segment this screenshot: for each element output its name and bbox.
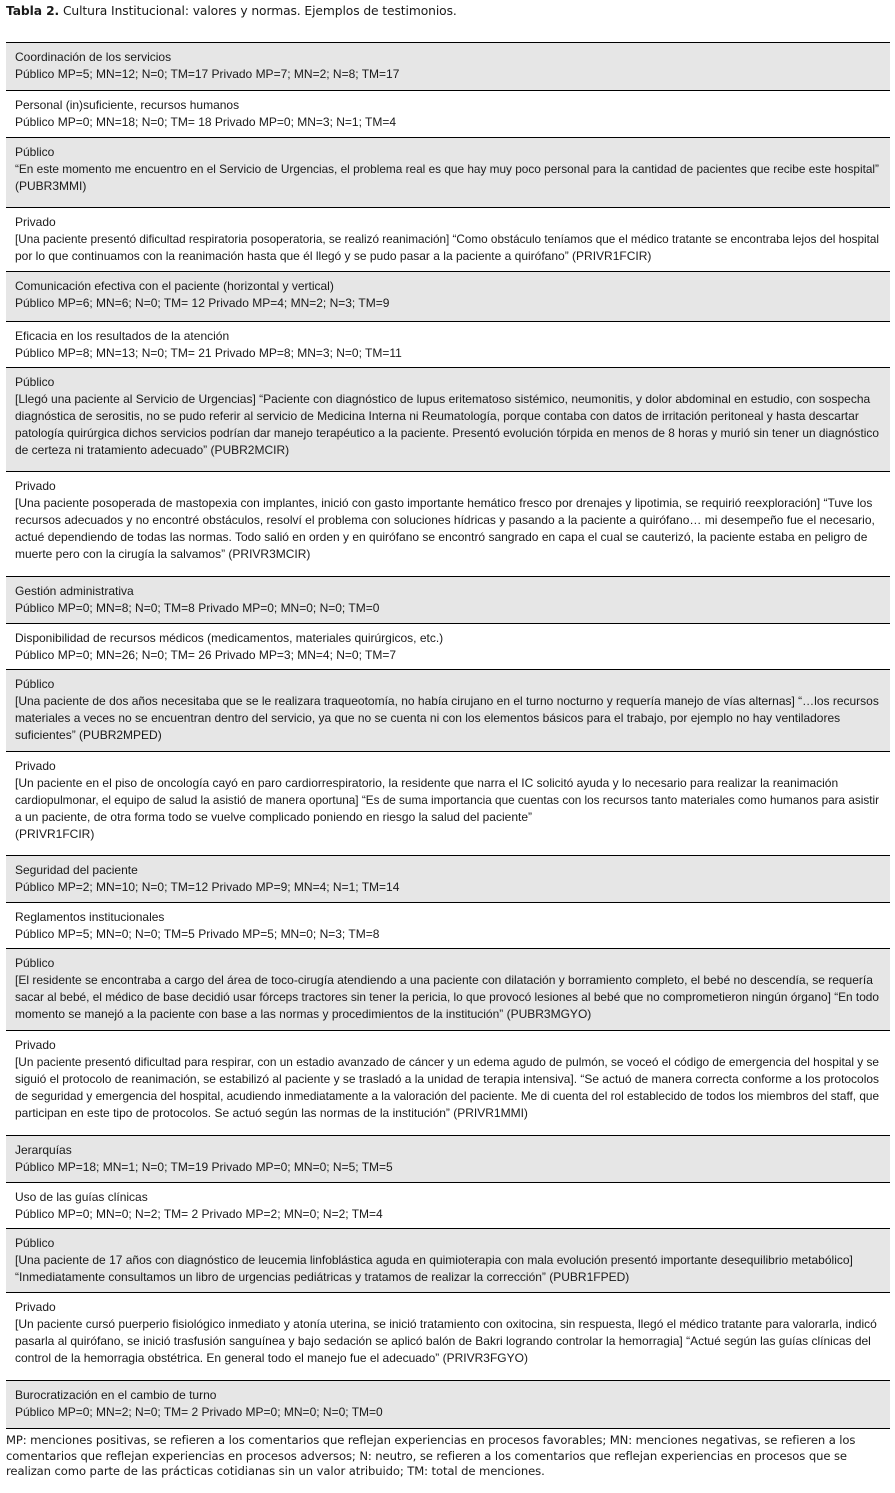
table-row — [6, 137, 890, 207]
row-heading: Eficacia en los resultados de la atención — [15, 329, 230, 343]
row-text-line: Público MP=0; MN=8; N=0; TM=8 Privado MP=0; MN=0; N=0; TM=0 — [15, 601, 380, 616]
row-text-line: diagnóstica de serositis, no se pudo referir al servicio de Medicina Interna ni Reumatología, porque contaba con datos de irritación peritoneal y hasta descartar — [15, 409, 859, 424]
table-caption-text: Cultura Institucional: valores y normas. Ejemplos de testimonios. — [62, 4, 457, 18]
row-text-line: sacar al bebé, el médico de base decidió usar fórceps tractores sin tener la pericia, lo que provocó lesiones al bebé que no comprometieron ningún órgano] “En todo — [15, 990, 880, 1005]
table-row — [6, 669, 890, 751]
table-row — [6, 271, 890, 321]
table-row — [6, 1182, 890, 1228]
table-row — [6, 902, 890, 948]
row-text-line: de seguridad y emergencia del hospital, acudiendo inmediatamente a la valoración del paciente. Me di cuenta del rol establecido de todos los miembros del staff, que — [15, 1089, 879, 1104]
row-text-line: [El residente se encontraba a cargo del área de toco-cirugía atendiendo a una paciente con dilatación y borramiento completo, el bebé no descendía, se requería — [15, 973, 873, 988]
table-row — [6, 90, 890, 137]
row-text-line: [Un paciente en el piso de oncología cayó en paro cardiorrespiratorio, la residente que narra el IC solicitó ayuda y lo necesario para realizar la reanimación — [15, 776, 839, 791]
row-text-line: Público MP=8; MN=13; N=0; TM= 21 Privado MP=8; MN=3; N=0; TM=11 — [15, 346, 402, 361]
table-row — [6, 43, 890, 90]
table-row — [6, 751, 890, 855]
row-text-line: Público MP=5; MN=0; N=0; TM=5 Privado MP=5; MN=0; N=3; TM=8 — [15, 927, 380, 942]
row-heading: Público — [15, 145, 55, 159]
row-text-line: “En este momento me encuentro en el Servicio de Urgencias, el problema real es que hay muy poco personal para la cantidad de pacientes que recibe este hospital” — [15, 162, 879, 177]
row-text-line: actué dependiendo de todas las normas. Todo salió en orden y en quirófano se encontró sangrado en capa el cual se cauterizó, la paciente estaba en peligro de — [15, 530, 868, 545]
table-row — [6, 367, 890, 471]
table-caption — [6, 4, 457, 18]
table-row — [6, 1380, 890, 1428]
table-row — [6, 207, 890, 271]
row-text-line: cardiopulmonar, el equipo de salud la asistió de manera oportuna] “Es de suma importancia que cuentas con los recursos tanto materiales como humanos para asistir — [15, 793, 880, 808]
row-text-line: participan en este tipo de protocolos. Se actuó según las normas de la institución” (PRIVR1MMI) — [15, 1106, 528, 1121]
row-heading: Jerarquías — [15, 1143, 72, 1157]
row-text-line: a un paciente, de otra forma todo se vuelve complicado poniendo en riesgo la salud del paciente” — [15, 810, 533, 825]
row-text-line: Público MP=2; MN=10; N=0; TM=12 Privado MP=9; MN=4; N=1; TM=14 — [15, 880, 400, 895]
row-text-line: por lo que continuamos con la reanimación hasta que él llegó y se pudo pasar a la paciente a quirófano” (PRIVR1FCIR) — [15, 249, 652, 264]
row-text-line: patología quirúrgica dichos servicios podrían dar manejo terapéutico a la paciente. Presentó evolución tórpida en menos de 8 horas y murió sin tener un diagnóstico — [15, 426, 879, 441]
row-text-line: “Inmediatamente consultamos un libro de urgencias pediátricas y tratamos de realizar la corrección” (PUBR1FPED) — [15, 1270, 630, 1285]
row-heading: Reglamentos institucionales — [15, 910, 165, 924]
row-text-line: [Un paciente presentó dificultad para respirar, con un estadio avanzado de cáncer y un edema agudo de pulmón, se voceó el código de emergencia del hospital y se — [15, 1055, 880, 1070]
table-row — [6, 1135, 890, 1182]
row-text-line: de certeza ni tratamiento adecuado” (PUBR2MCIR) — [15, 443, 290, 458]
row-heading: Gestión administrativa — [15, 584, 134, 598]
row-heading: Público — [15, 1236, 55, 1250]
row-heading: Seguridad del paciente — [15, 863, 138, 877]
row-text-line: siguió el protocolo de reanimación, se estabilizó al paciente y se trasladó a la unidad de terapia intensiva]. “Se actuó de manera correcta conforme a los protocolos — [15, 1072, 879, 1087]
row-text-line: [Una paciente posoperada de mastopexia con implantes, inició con gasto importante hemático fresco por drenajes y lipotimia, se requirió reexploración] “Tuve los — [15, 496, 873, 511]
row-heading: Uso de las guías clínicas — [15, 1190, 148, 1204]
row-text-line: (PUBR3MMI) — [15, 179, 87, 194]
row-heading: Comunicación efectiva con el paciente (horizontal y vertical) — [15, 279, 334, 293]
row-heading: Público — [15, 956, 55, 970]
table-row — [6, 576, 890, 623]
table-row — [6, 1228, 890, 1292]
row-text-line: Público MP=0; MN=26; N=0; TM= 26 Privado MP=3; MN=4; N=0; TM=7 — [15, 648, 397, 663]
table-row — [6, 855, 890, 902]
table-row — [6, 1292, 890, 1380]
row-heading: Privado — [15, 215, 56, 229]
row-text-line: materiales a veces no se encuentran dentro del servicio, ya que no se cuenta ni con los elementos básicos para el trabajo, por ejemplo no hay ventiladores — [15, 711, 841, 726]
row-text-line: control de la hemorragia obstétrica. En general todo el manejo fue el adecuado” (PRIVR3FGYO) — [15, 1351, 528, 1366]
table-caption-label: Tabla 2. — [6, 4, 60, 18]
row-text-line: Público MP=0; MN=0; N=2; TM= 2 Privado MP=2; MN=0; N=2; TM=4 — [15, 1207, 383, 1222]
row-text-line: [Una paciente presentó dificultad respiratoria posoperatoria, se realizó reanimación] “Como obstáculo teníamos que el médico tratante se encontraba lejos del hospital — [15, 232, 880, 247]
row-heading: Público — [15, 677, 55, 691]
row-heading: Personal (in)suficiente, recursos humanos — [15, 98, 240, 112]
row-heading: Público — [15, 375, 55, 389]
row-text-line: Público MP=18; MN=1; N=0; TM=19 Privado MP=0; MN=0; N=5; TM=5 — [15, 1160, 393, 1175]
row-heading: Privado — [15, 1300, 56, 1314]
table-row — [6, 471, 890, 576]
row-text-line: (PRIVR1FCIR) — [15, 827, 95, 842]
row-heading: Privado — [15, 1038, 56, 1052]
row-text-line: pasarla al quirófano, se inició trasfusión sanguínea y bajo sedación se aplicó balón de Bakri logrando controlar la hemorragia] “Actué según las guías clínicas del — [15, 1334, 871, 1349]
row-heading: Disponibilidad de recursos médicos (medicamentos, materiales quirúrgicos, etc.) — [15, 631, 444, 645]
table-row — [6, 948, 890, 1030]
testimonies-table — [6, 42, 890, 1429]
row-heading: Privado — [15, 759, 56, 773]
row-text-line: muerte pero con la cirugía la salvamos” (PRIVR3MCIR) — [15, 547, 311, 562]
table-row — [6, 623, 890, 669]
row-text-line: [Una paciente de dos años necesitaba que se le realizara traqueotomía, no había cirujano en el turno nocturno y requería manejo de vías alternas] “…los recursos — [15, 694, 879, 709]
row-text-line: Público MP=5; MN=12; N=0; TM=17 Privado MP=7; MN=2; N=8; TM=17 — [15, 67, 400, 82]
row-heading: Coordinación de los servicios — [15, 50, 172, 64]
row-text-line: [Un paciente cursó puerperio fisiológico inmediato y atonía uterina, se inició tratamiento con oxitocina, sin respuesta, llegó el médico tratante para valorarla, indicó — [15, 1317, 877, 1332]
row-text-line: recursos adecuados y no encontré obstáculos, resolví el problema con soluciones hídricas y pasando a la paciente a quirófano… mi desempeño fue el necesario, — [15, 513, 875, 528]
row-heading: Burocratización en el cambio de turno — [15, 1388, 217, 1402]
row-text-line: [Llegó una paciente al Servicio de Urgencias] “Paciente con diagnóstico de lupus eritematoso sistémico, neumonitis, y dolor abdominal en estudio, con sospecha — [15, 392, 871, 407]
table-row — [6, 321, 890, 367]
table-row — [6, 1030, 890, 1135]
row-text-line: Público MP=0; MN=2; N=0; TM= 2 Privado MP=0; MN=0; N=0; TM=0 — [15, 1405, 383, 1420]
table-footnote: MP: menciones positivas, se refieren a los comentarios que reflejan experiencias en procesos favorables; MN: menciones negativas, se refieren a los comentarios que reflejan experiencias en procesos adversos; N: neutro, se refieren a los comentarios que reflejan experiencias en procesos que se realizan como parte de las prácticas cotidianas sin un valor atribuido; TM: total de menciones. — [6, 1433, 856, 1478]
row-heading: Privado — [15, 479, 56, 493]
row-text-line: momento se manejó a la paciente con base a las normas y procedimientos de la institución” (PUBR3MGYO) — [15, 1007, 592, 1022]
row-text-line: [Una paciente de 17 años con diagnóstico de leucemia linfoblástica aguda en quimioterapia con mala evolución presentó importante desequilibrio metabólico] — [15, 1253, 853, 1268]
row-text-line: Público MP=6; MN=6; N=0; TM= 12 Privado MP=4; MN=2; N=3; TM=9 — [15, 296, 390, 311]
row-text-line: suficientes” (PUBR2MPED) — [15, 728, 162, 743]
row-text-line: Público MP=0; MN=18; N=0; TM= 18 Privado MP=0; MN=3; N=1; TM=4 — [15, 115, 397, 130]
